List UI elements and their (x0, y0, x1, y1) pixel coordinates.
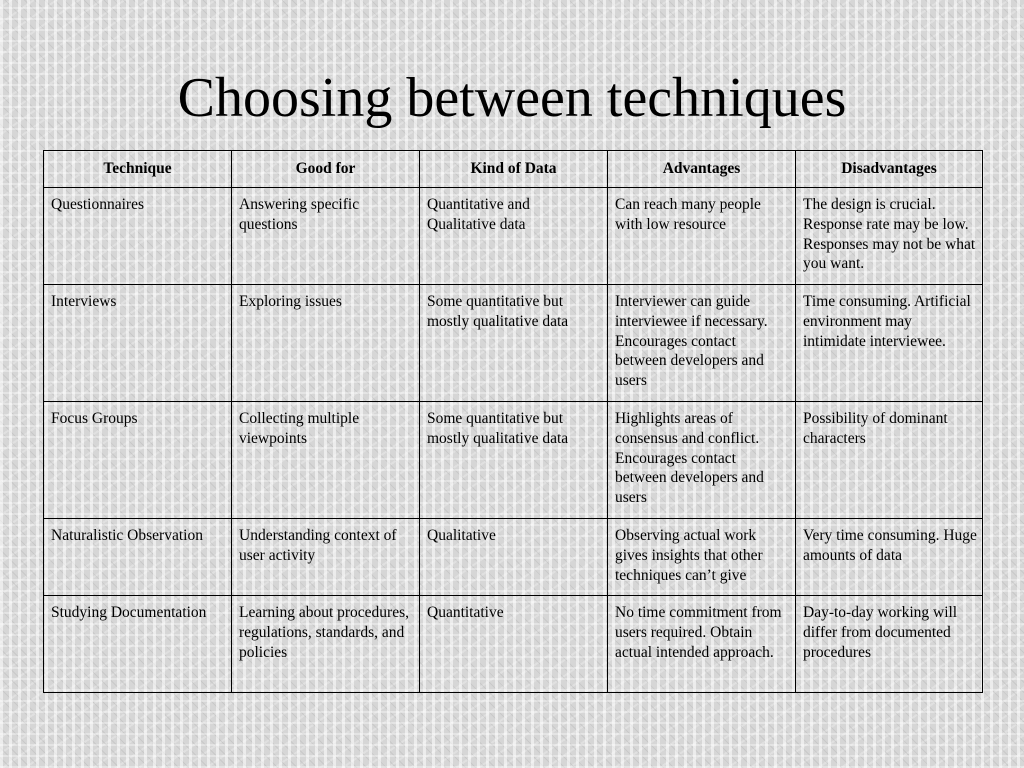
cell-good-for: Answering specific questions (232, 188, 420, 285)
cell-advantages: Highlights areas of consensus and conflict. Encourages contact between developers and users (608, 402, 796, 519)
cell-disadvantages: Day-to-day working will differ from documented procedures (796, 596, 983, 693)
cell-disadvantages: The design is crucial. Response rate may be low. Responses may not be what you want. (796, 188, 983, 285)
table-row (44, 285, 983, 402)
cell-advantages: Can reach many people with low resource (608, 188, 796, 285)
slide-title: Choosing between techniques (177, 67, 847, 129)
header-advantages: Advantages (608, 151, 796, 188)
cell-advantages: No time commitment from users required. Obtain actual intended approach. (608, 596, 796, 693)
cell-good-for: Understanding context of user activity (232, 519, 420, 596)
cell-disadvantages: Very time consuming. Huge amounts of data (796, 519, 983, 596)
cell-kind-of-data: Quantitative (420, 596, 608, 693)
header-disadvantages: Disadvantages (796, 151, 983, 188)
cell-kind-of-data: Qualitative (420, 519, 608, 596)
cell-kind-of-data: Some quantitative but mostly qualitative data (420, 402, 608, 519)
header-good-for: Good for (232, 151, 420, 188)
techniques-table (43, 150, 983, 693)
cell-good-for: Collecting multiple viewpoints (232, 402, 420, 519)
cell-technique: Questionnaires (44, 188, 232, 285)
cell-disadvantages: Possibility of dominant characters (796, 402, 983, 519)
table-row (44, 519, 983, 596)
table-row (44, 188, 983, 285)
cell-technique: Naturalistic Observation (44, 519, 232, 596)
table-header-row (44, 151, 983, 188)
table-row (44, 596, 983, 693)
cell-advantages: Observing actual work gives insights that other techniques can’t give (608, 519, 796, 596)
header-kind-of-data: Kind of Data (420, 151, 608, 188)
cell-technique: Studying Documentation (44, 596, 232, 693)
cell-technique: Interviews (44, 285, 232, 402)
cell-disadvantages: Time consuming. Artificial environment may intimidate interviewee. (796, 285, 983, 402)
cell-advantages: Interviewer can guide interviewee if necessary. Encourages contact between developers and users (608, 285, 796, 402)
cell-good-for: Learning about procedures, regulations, standards, and policies (232, 596, 420, 693)
cell-good-for: Exploring issues (232, 285, 420, 402)
header-technique: Technique (44, 151, 232, 188)
cell-kind-of-data: Quantitative and Qualitative data (420, 188, 608, 285)
cell-technique: Focus Groups (44, 402, 232, 519)
cell-kind-of-data: Some quantitative but mostly qualitative data (420, 285, 608, 402)
table-row (44, 402, 983, 519)
